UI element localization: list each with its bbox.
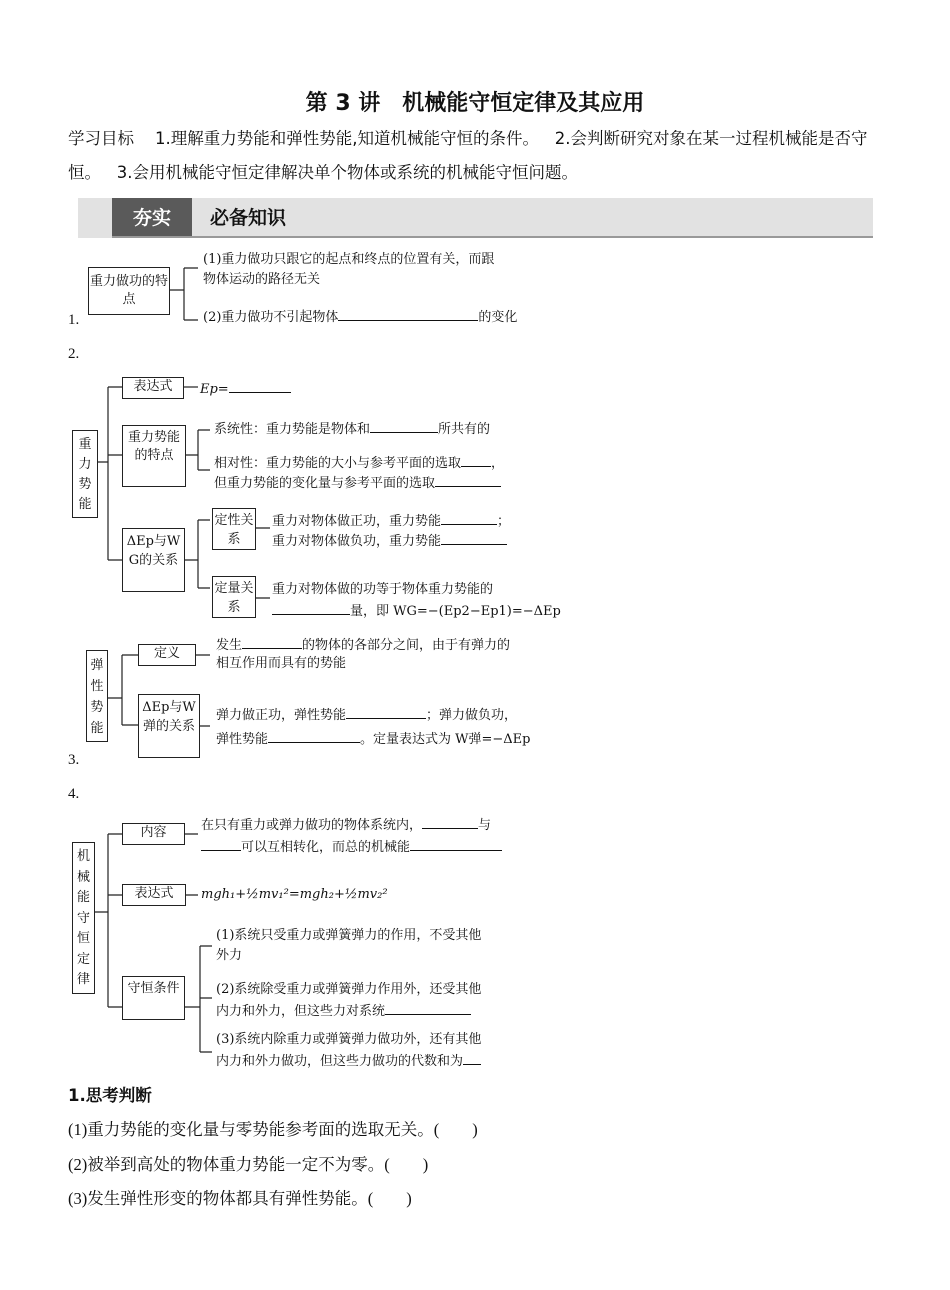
diagram-text: 重力对物体做负功，重力势能 — [272, 530, 507, 552]
page-title: 第 3 讲 机械能守恒定律及其应用 — [305, 91, 645, 116]
fill-blank[interactable] — [229, 378, 291, 393]
banner-left-label: 夯实 — [112, 198, 192, 238]
item-number: 4. — [68, 786, 80, 802]
fill-blank[interactable] — [346, 704, 426, 719]
diagram-text: (2)系统除受重力或弹簧弹力作用外，还受其他 内力和外力，但这些力对系统 — [216, 982, 482, 1019]
delta-ep-w-elastic-box: ΔEp与W弹的关系 — [138, 694, 200, 758]
fill-blank[interactable] — [463, 1050, 481, 1065]
banner-right-label: 必备知识 — [210, 207, 287, 229]
conservation-law-root-box: 机械能守恒定律 — [72, 842, 95, 994]
fill-blank[interactable] — [441, 530, 507, 545]
conservation-formula: mgh₁+½mv₁²=mgh₂+½mv₂² — [201, 887, 388, 902]
conservation-condition-box: 守恒条件 — [122, 976, 185, 1020]
content-box: 内容 — [122, 823, 185, 845]
item-number: 1. — [68, 312, 80, 328]
elastic-pe-root-box: 弹性势能 — [86, 650, 108, 742]
judge-item[interactable]: (2)被举到高处的物体重力势能一定不为零。( ) — [68, 1155, 429, 1174]
goal-item: 2.会判断研究对象在某一过程机械能是否守恒。 — [68, 129, 868, 182]
connector — [95, 834, 122, 1007]
fill-blank[interactable] — [201, 836, 241, 851]
connector — [185, 834, 198, 895]
fill-blank[interactable] — [272, 600, 350, 615]
judge-item[interactable]: (3)发生弹性形变的物体都具有弹性势能。( ) — [68, 1189, 412, 1208]
diagram-text: (1)系统只受重力或弹簧弹力的作用，不受其他 外力 — [216, 928, 482, 963]
definition-box: 定义 — [138, 644, 196, 666]
diagram-text: 弹力做正功，弹性势能 ；弹力做负功， — [216, 704, 517, 726]
diagram-text: (1)重力做功只跟它的起点和终点的位置有关，而跟 物体运动的路径无关 — [203, 252, 495, 287]
diagram-text: 重力对物体做正功，重力势能 ； — [272, 510, 510, 532]
diagram-text: 可以互相转化，而总的机械能 — [201, 836, 502, 858]
diagram-text: 在只有重力或弹力做功的物体系统内， 与 — [201, 814, 491, 836]
fill-blank[interactable] — [338, 306, 478, 321]
goal-item: 3.会用机械能守恒定律解决单个物体或系统的机械能守恒问题。 — [116, 163, 578, 182]
fill-blank[interactable] — [385, 1000, 471, 1015]
judge-heading: 1.思考判断 — [68, 1086, 152, 1105]
fill-blank[interactable] — [242, 634, 302, 649]
fill-blank[interactable] — [422, 814, 478, 829]
connector — [170, 268, 198, 320]
item-number: 3. — [68, 752, 80, 768]
connector — [256, 528, 270, 598]
item-number: 2. — [68, 346, 80, 362]
diagram-text: 相互作用而具有的势能 — [216, 656, 347, 671]
diagram-text: 相对性：重力势能的大小与参考平面的选取 ， — [214, 452, 504, 474]
diagram-text: 量，即 WG=−(Ep2−Ep1)=−ΔEp — [272, 600, 561, 622]
expression-box: 表达式 — [122, 884, 186, 906]
qualitative-box: 定性关系 — [212, 508, 256, 550]
diagram-text: 发生 的物体的各部分之间，由于有弹力的 — [216, 634, 510, 656]
connector — [108, 655, 138, 725]
diagram-text: 重力对物体做的功等于物体重力势能的 — [272, 582, 494, 597]
expression-box: 表达式 — [122, 377, 184, 399]
goal-item: 1.理解重力势能和弹性势能,知道机械能守恒的条件。 — [154, 129, 539, 148]
fill-blank[interactable] — [410, 836, 502, 851]
diagram-text: Ep= — [200, 378, 291, 400]
diagram-text: (2)重力做功不引起物体 的变化 — [203, 306, 517, 328]
fill-blank[interactable] — [268, 728, 360, 743]
diagram-text: 但重力势能的变化量与参考平面的选取 — [214, 472, 501, 494]
fill-blank[interactable] — [461, 452, 491, 467]
fill-blank[interactable] — [435, 472, 501, 487]
diagram-text: 弹性势能 。定量表达式为 W弹=−ΔEp — [216, 728, 531, 750]
gravity-work-root-box: 重力做功的特点 — [88, 267, 170, 315]
diagram-text: (3)系统内除重力或弹簧弹力做功外，还有其他 内力和外力做功，但这些力做功的代数和为 — [216, 1032, 482, 1069]
delta-ep-wg-box: ΔEp与WG的关系 — [122, 528, 185, 592]
judge-item[interactable]: (1)重力势能的变化量与零势能参考面的选取无关。( ) — [68, 1120, 478, 1139]
connector — [186, 430, 210, 470]
goals-label: 学习目标 — [68, 129, 134, 148]
connector — [185, 520, 210, 588]
gravity-pe-root-box: 重力势能 — [72, 430, 98, 518]
connector — [185, 946, 212, 1052]
fill-blank[interactable] — [441, 510, 497, 525]
feature-box: 重力势能的特点 — [122, 425, 186, 487]
fill-blank[interactable] — [370, 418, 438, 433]
quantitative-box: 定量关系 — [212, 576, 256, 618]
connector — [98, 387, 122, 560]
diagram-text: 系统性：重力势能是物体和 所共有的 — [214, 418, 490, 440]
